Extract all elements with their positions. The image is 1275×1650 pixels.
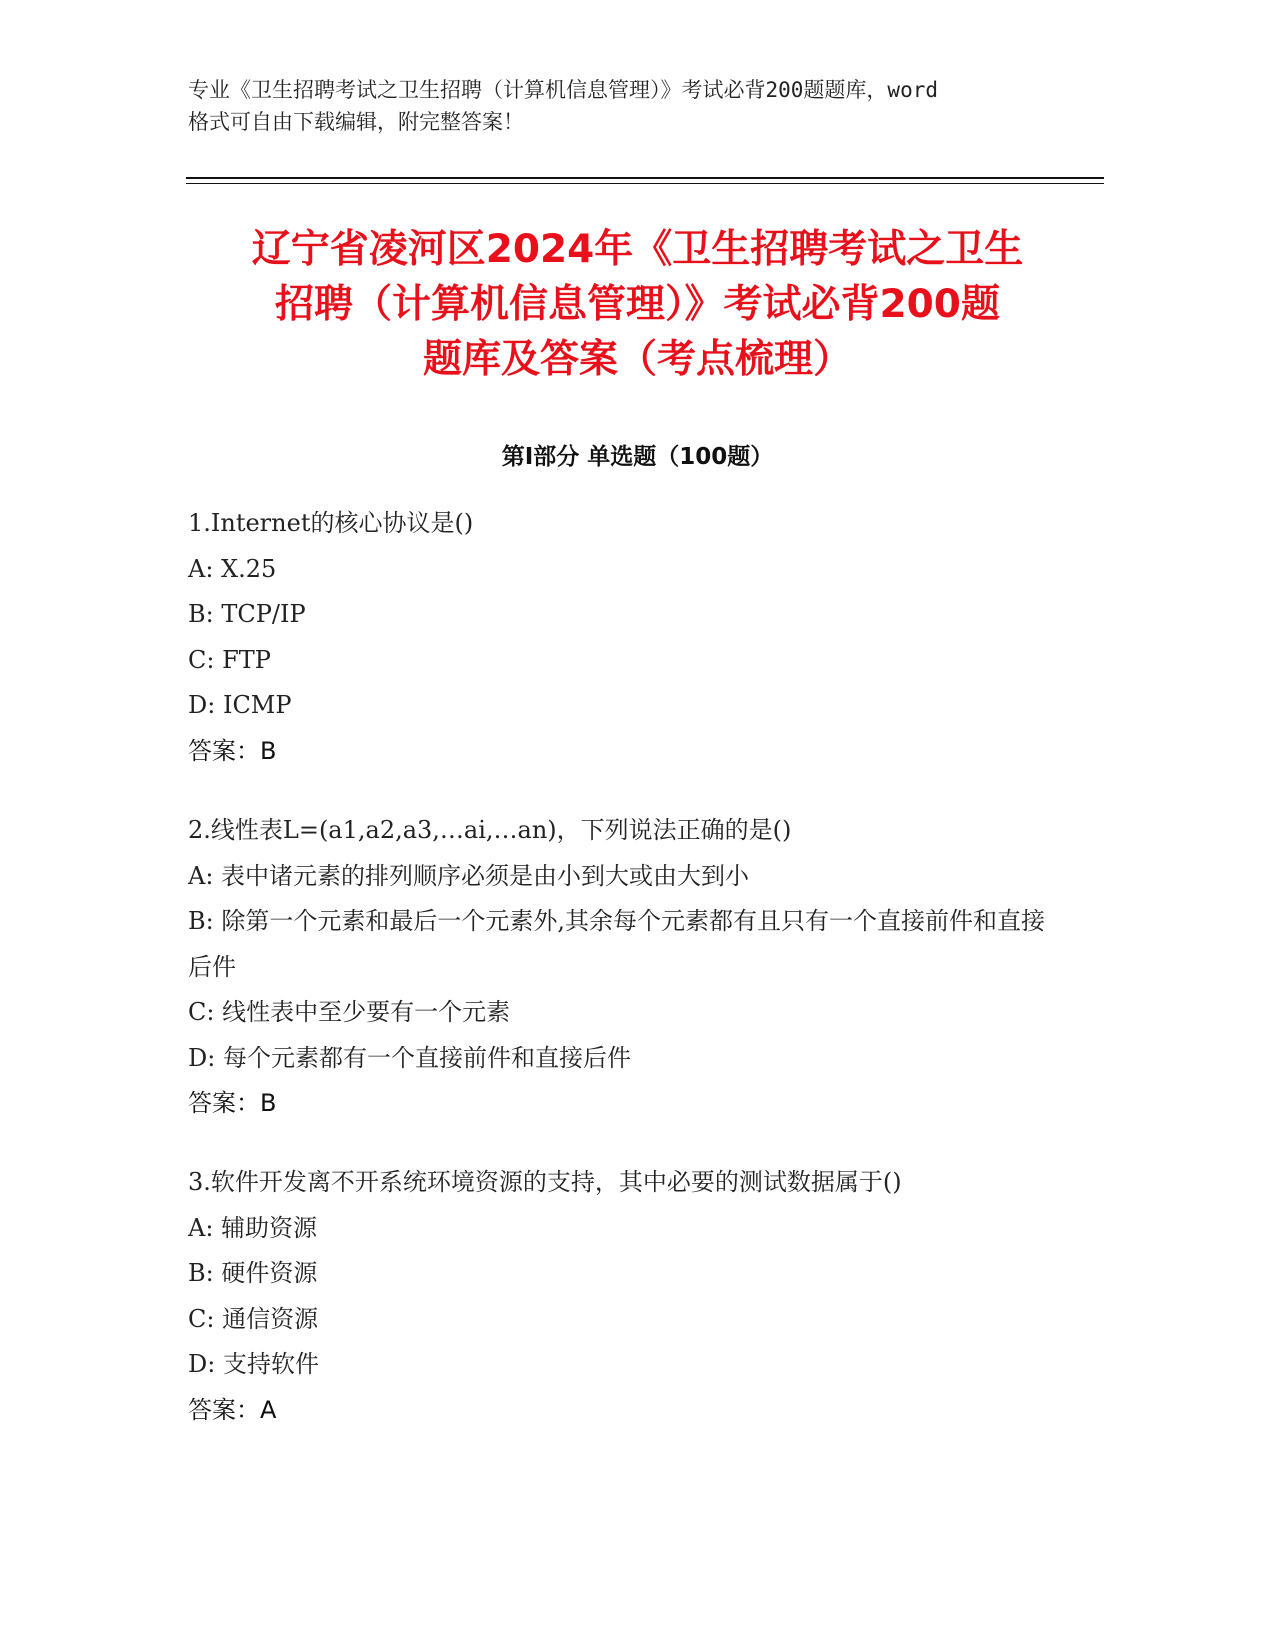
option-a: A: 表中诸元素的排列顺序必须是由小到大或由大到小 xyxy=(188,861,750,890)
header-note-line-1: 专业《卫生招聘考试之卫生招聘（计算机信息管理）》考试必背200题题库，word xyxy=(188,78,938,102)
document-title xyxy=(140,222,1135,387)
option-d: D: 每个元素都有一个直接前件和直接后件 xyxy=(188,1043,631,1072)
question-1 xyxy=(188,501,1088,774)
option-a: A: X.25 xyxy=(188,554,277,583)
header-note-line-2: 格式可自由下载编辑，附完整答案！ xyxy=(188,110,524,134)
question-stem: 3.软件开发离不开系统环境资源的支持，其中必要的测试数据属于() xyxy=(188,1168,902,1196)
option-d: D: 支持软件 xyxy=(188,1350,319,1378)
option-c: C: FTP xyxy=(188,645,271,674)
option-d: D: ICMP xyxy=(188,691,292,719)
section-heading: 第Ⅰ部分 单选题（100题） xyxy=(501,444,774,470)
answer-label: 答案：B xyxy=(188,1089,277,1117)
answer-label: 答案：B xyxy=(188,736,277,765)
title-line-1: 辽宁省凌河区2024年《卫生招聘考试之卫生 xyxy=(251,227,1024,272)
title-line-2: 招聘（计算机信息管理）》考试必背200题 xyxy=(275,282,1000,327)
question-3 xyxy=(188,1160,1088,1433)
question-stem: 2.线性表L=(a1,a2,a3,…ai,…an)，下列说法正确的是() xyxy=(188,816,792,844)
option-a: A: 辅助资源 xyxy=(188,1213,318,1242)
divider-thick xyxy=(186,177,1104,179)
answer-label: 答案：A xyxy=(188,1395,277,1424)
header-note xyxy=(188,74,1088,138)
question-2 xyxy=(188,808,1048,1127)
divider-thin xyxy=(186,183,1104,184)
title-line-3: 题库及答案（考点梳理） xyxy=(422,337,852,382)
option-c: C: 线性表中至少要有一个元素 xyxy=(188,998,511,1026)
option-c: C: 通信资源 xyxy=(188,1304,319,1333)
option-b: B: 除第一个元素和最后一个元素外,其余每个元素都有且只有一个直接前件和直接后件 xyxy=(188,907,1045,981)
option-b: B: TCP/IP xyxy=(188,600,306,628)
question-stem: 1.Internet的核心协议是() xyxy=(188,509,474,537)
option-b: B: 硬件资源 xyxy=(188,1259,318,1287)
